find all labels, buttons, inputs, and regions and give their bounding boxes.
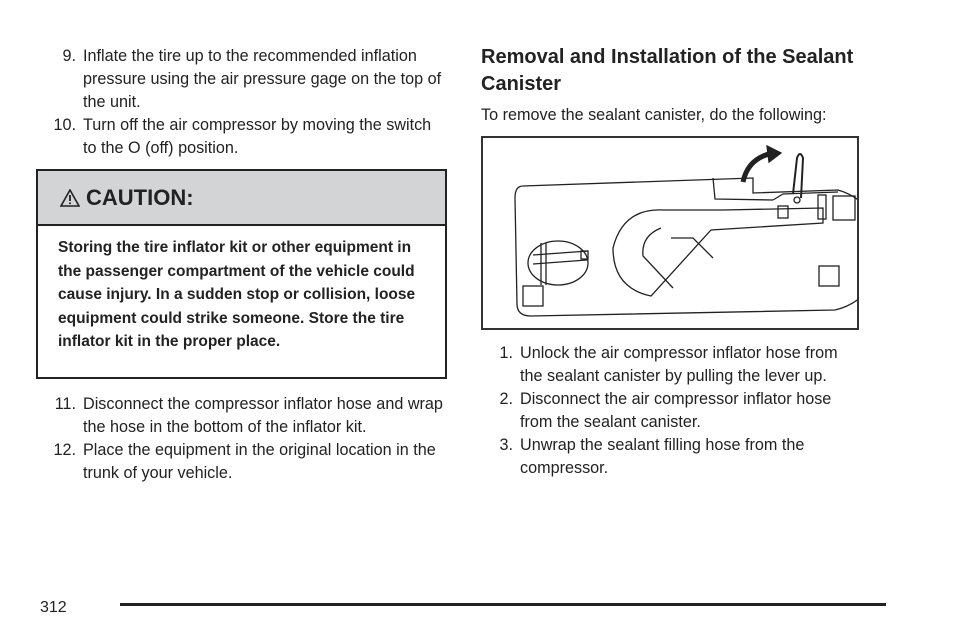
step-number: 3. bbox=[499, 436, 513, 454]
step-number: 1. bbox=[499, 344, 513, 362]
step-10 bbox=[36, 114, 446, 160]
step-text: Disconnect the air compressor inflator hose from the sealant canister. bbox=[520, 390, 832, 431]
section-heading: Removal and Installation of the Sealant Canister bbox=[481, 46, 854, 95]
step-text: Disconnect the compressor inflator hose and wrap the hose in the bottom of the inflator kit. bbox=[83, 395, 443, 436]
sealant-canister-illustration bbox=[481, 136, 859, 330]
step-number: 2. bbox=[499, 390, 513, 408]
warning-triangle-icon bbox=[60, 189, 80, 207]
step-12 bbox=[36, 439, 446, 485]
footer-rule bbox=[120, 603, 886, 606]
caution-text: Storing the tire inflator kit or other equipment in the passenger compartment of the vehicle could cause injury. In a sudden stop or collision, loose equipment could strike someone. Store the tire inflator kit in the proper place. bbox=[58, 239, 416, 350]
step-text: Unlock the air compressor inflator hose from the sealant canister by pulling the lever up. bbox=[520, 344, 838, 385]
step-text: Inflate the tire up to the recommended inflation pressure using the air pressure gage on the top of the unit. bbox=[83, 47, 442, 111]
step-9 bbox=[36, 45, 446, 114]
caution-title: CAUTION: bbox=[86, 185, 194, 210]
step-number: 10. bbox=[53, 116, 76, 134]
page-number: 312 bbox=[40, 599, 67, 616]
step-3 bbox=[481, 434, 861, 480]
caution-header bbox=[38, 171, 445, 226]
step-11 bbox=[36, 393, 446, 439]
intro-text: To remove the sealant canister, do the following: bbox=[481, 106, 827, 124]
step-text: Turn off the air compressor by moving the switch to the O (off) position. bbox=[83, 116, 432, 157]
step-2 bbox=[481, 388, 861, 434]
step-1 bbox=[481, 342, 861, 388]
caution-box bbox=[36, 169, 447, 379]
step-text: Unwrap the sealant filling hose from the compressor. bbox=[520, 436, 805, 477]
step-number: 12. bbox=[53, 441, 76, 459]
step-text: Place the equipment in the original location in the trunk of your vehicle. bbox=[83, 441, 436, 482]
step-number: 9. bbox=[62, 47, 76, 65]
step-number: 11. bbox=[54, 395, 76, 413]
